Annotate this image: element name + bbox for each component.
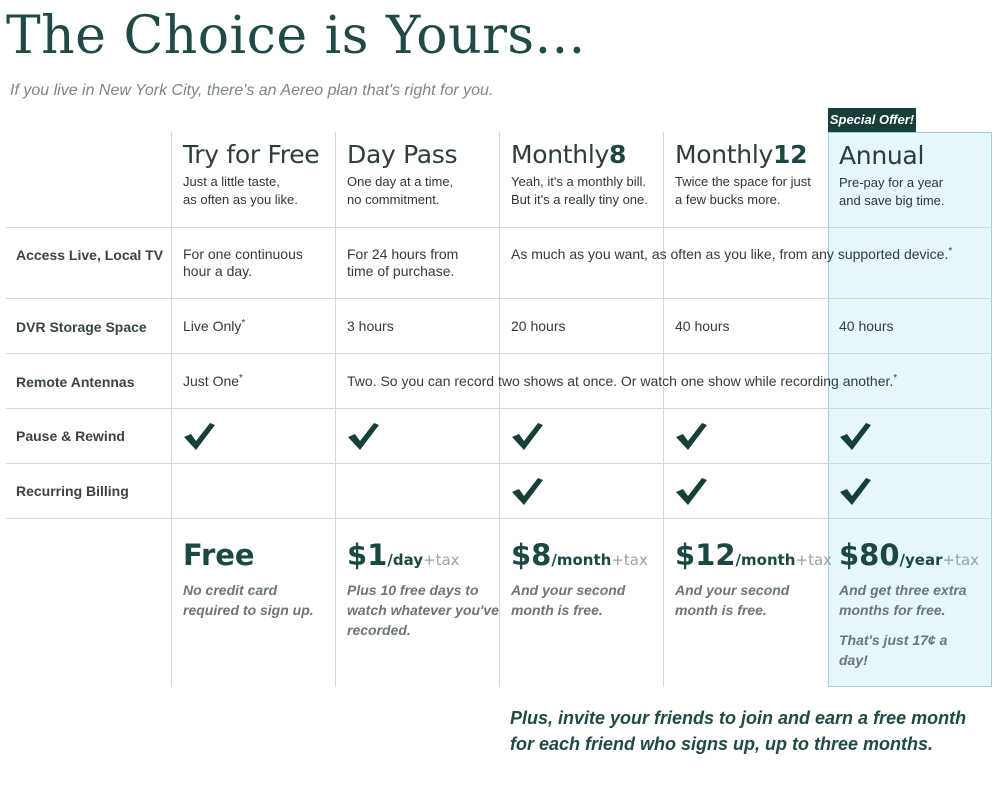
check-icon: [510, 475, 544, 507]
plan-desc-free: Just a little taste, as often as you like.: [183, 174, 298, 207]
check-icon: [674, 420, 708, 452]
price-monthly8: $8/month+tax: [511, 538, 648, 572]
row-label-antennas: Remote Antennas: [16, 374, 135, 390]
check-icon: [182, 420, 216, 452]
dvr-day-cell: 3 hours: [347, 318, 394, 334]
dvr-m12-cell: 40 hours: [675, 318, 730, 334]
plan-name-free: Try for Free: [183, 140, 320, 169]
check-icon: [346, 420, 380, 452]
column-divider: [335, 132, 336, 687]
price-note-annual: And get three extra months for free.: [839, 582, 967, 618]
plan-name-day-pass: Day Pass: [347, 140, 458, 169]
check-icon: [674, 475, 708, 507]
dvr-annual-cell: 40 hours: [839, 318, 894, 334]
row-label-dvr: DVR Storage Space: [16, 319, 147, 335]
row-divider: [6, 298, 992, 299]
plan-desc-monthly8: Yeah, it's a monthly bill. But it's a really tiny one.: [511, 174, 648, 207]
access-free-cell: For one continuous hour a day.: [183, 246, 303, 279]
row-divider: [6, 408, 992, 409]
price-note-free: No credit card required to sign up.: [183, 582, 314, 618]
price-free: Free: [183, 538, 255, 572]
plan-name-monthly12: Monthly12: [675, 140, 808, 169]
column-divider: [663, 132, 664, 687]
price-day-pass: $1/day+tax: [347, 538, 460, 572]
page-title: The Choice is Yours...: [6, 6, 586, 66]
row-divider: [6, 353, 992, 354]
price-monthly12: $12/month+tax: [675, 538, 833, 572]
dvr-m8-cell: 20 hours: [511, 318, 566, 334]
price-note-monthly12: And your second month is free.: [675, 582, 790, 618]
access-day-cell: For 24 hours from time of purchase.: [347, 246, 459, 279]
dvr-free-cell: Live Only*: [183, 318, 246, 334]
page-subtitle: If you live in New York City, there's an Aereo plan that's right for you.: [10, 82, 494, 99]
check-icon: [838, 475, 872, 507]
plan-desc-annual: Pre-pay for a year and save big time.: [839, 175, 945, 208]
row-label-pause: Pause & Rewind: [16, 428, 125, 444]
column-divider: [171, 132, 172, 687]
plan-desc-monthly12: Twice the space for just a few bucks more.: [675, 174, 811, 207]
price-annual: $80/year+tax: [839, 538, 980, 572]
row-label-billing: Recurring Billing: [16, 483, 129, 499]
invite-friends-note: Plus, invite your friends to join and earn a free month for each friend who signs up, up to three months.: [510, 708, 967, 754]
plan-name-annual: Annual: [839, 141, 925, 170]
price-note-day-pass: Plus 10 free days to watch whatever you've recorded.: [347, 582, 499, 638]
plan-desc-day-pass: One day at a time, no commitment.: [347, 174, 454, 207]
check-icon: [510, 420, 544, 452]
price-note-annual-daily: That's just 17¢ a day!: [839, 632, 948, 668]
check-icon: [838, 420, 872, 452]
plan-name-monthly8: Monthly8: [511, 140, 627, 169]
row-divider: [6, 518, 992, 519]
row-divider: [6, 463, 992, 464]
price-note-monthly8: And your second month is free.: [511, 582, 626, 618]
antennas-free-cell: Just One*: [183, 373, 243, 389]
column-divider: [499, 132, 500, 687]
access-unlimited-cell: As much as you want, as often as you like, from any supported device.*: [511, 246, 953, 262]
row-label-access: Access Live, Local TV: [16, 247, 164, 263]
special-offer-badge: Special Offer!: [828, 108, 916, 132]
antennas-rest-cell: Two. So you can record two shows at once. Or watch one show while recording another.*: [347, 373, 898, 389]
row-divider: [6, 227, 992, 228]
